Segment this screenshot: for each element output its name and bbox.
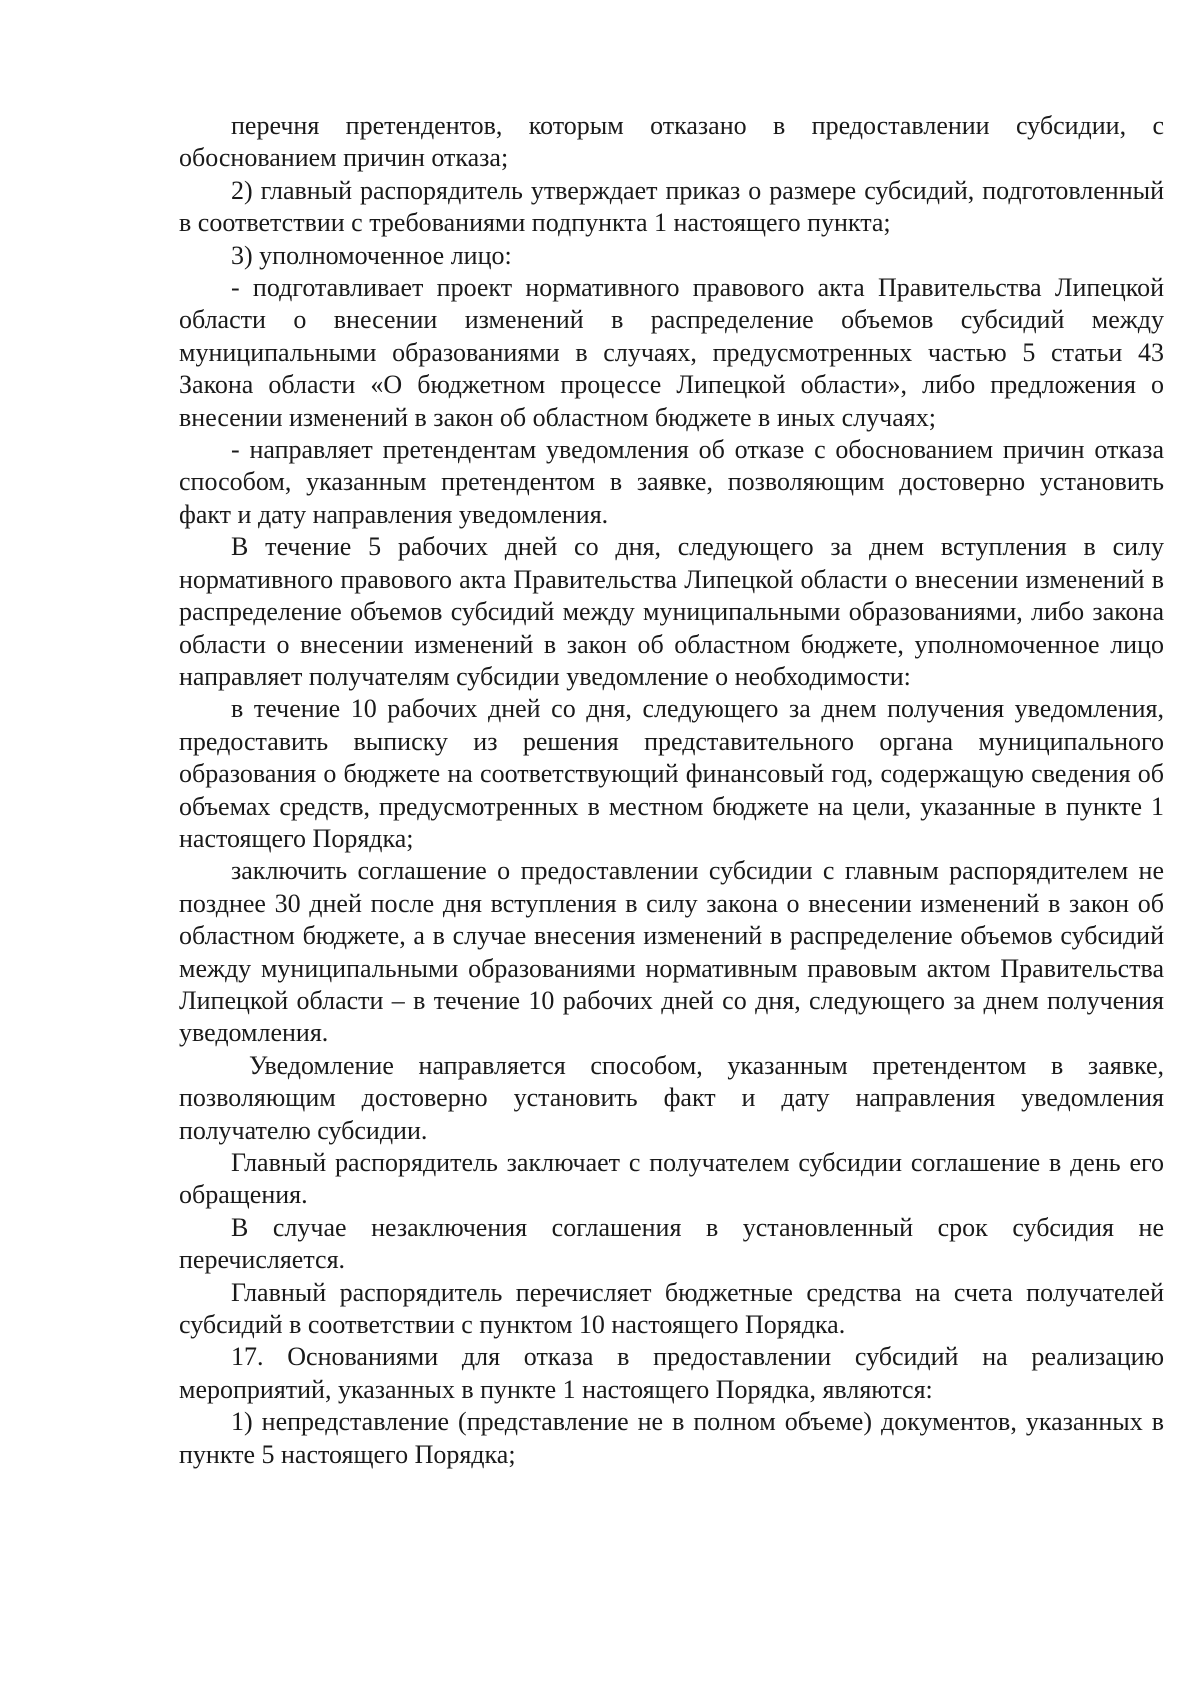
paragraph-7: в течение 10 рабочих дней со дня, следующего за днем получения уведомления, предоставить выписку из решения представительного органа муниципального образования о бюджете на соответствующий финансовый год, содержащую сведения об объемах средств, предусмотренных в местном бюджете на цели, указанные в пункте 1 настоящего Порядка;	[179, 694, 1164, 853]
paragraph-3: 3) уполномоченное лицо:	[231, 240, 512, 270]
paragraph-5: - направляет претендентам уведомления об отказе с обоснованием причин отказа способом, указанным претендентом в заявке, позволяющим достоверно установить факт и дату направления уведомления.	[179, 435, 1164, 529]
paragraph-8: заключить соглашение о предоставлении субсидии с главным распорядителем не позднее 30 дней после дня вступления в силу закона о внесении изменений в закон об областном бюджете, а в случае внесения изменений в распределение объемов субсидий между муниципальными образованиями нормативным правовым актом Правительства Липецкой области – в течение 10 рабочих дней со дня, следующего за днем получения уведомления.	[179, 856, 1164, 1048]
paragraph-12: Главный распорядитель перечисляет бюджетные средства на счета получателей субсидий в соответствии с пунктом 10 настоящего Порядка.	[179, 1277, 1164, 1340]
paragraph-1: перечня претендентов, которым отказано в предоставлении субсидии, с обоснованием причин отказа;	[179, 111, 1164, 173]
document-text	[179, 110, 1164, 1471]
paragraph-9: Уведомление направляется способом, указанным претендентом в заявке, позволяющим достоверно установить факт и дату направления уведомления получателю субсидии.	[179, 1050, 1164, 1145]
paragraph-14: 1) непредставление (представление не в полном объеме) документов, указанных в пункте 5 настоящего Порядка;	[179, 1407, 1164, 1469]
paragraph-13: 17. Основаниями для отказа в предоставлении субсидий на реализацию мероприятий, указанных в пункте 1 настоящего Порядка, являются:	[179, 1342, 1164, 1404]
paragraph-11: В случае незаключения соглашения в установленный срок субсидия не перечисляется.	[179, 1212, 1164, 1275]
paragraph-10: Главный распорядитель заключает с получателем субсидии соглашение в день его обращения.	[179, 1148, 1164, 1210]
paragraph-2: 2) главный распорядитель утверждает приказ о размере субсидий, подготовленный в соответствии с требованиями подпункта 1 настоящего пункта;	[179, 175, 1164, 238]
paragraph-4: - подготавливает проект нормативного правового акта Правительства Липецкой области о внесении изменений в распределение объемов субсидий между муниципальными образованиями в случаях, предусмотренных частью 5 статьи 43 Закона области «О бюджетном процессе Липецкой области», либо предложения о внесении изменений в закон об областном бюджете в иных случаях;	[179, 273, 1164, 432]
paragraph-6: В течение 5 рабочих дней со дня, следующего за днем вступления в силу нормативного правового акта Правительства Липецкой области о внесении изменений в распределение объемов субсидий между муниципальными образованиями, либо закона области о внесении изменений в закон об областном бюджете, уполномоченное лицо направляет получателям субсидии уведомление о необходимости:	[179, 532, 1164, 691]
